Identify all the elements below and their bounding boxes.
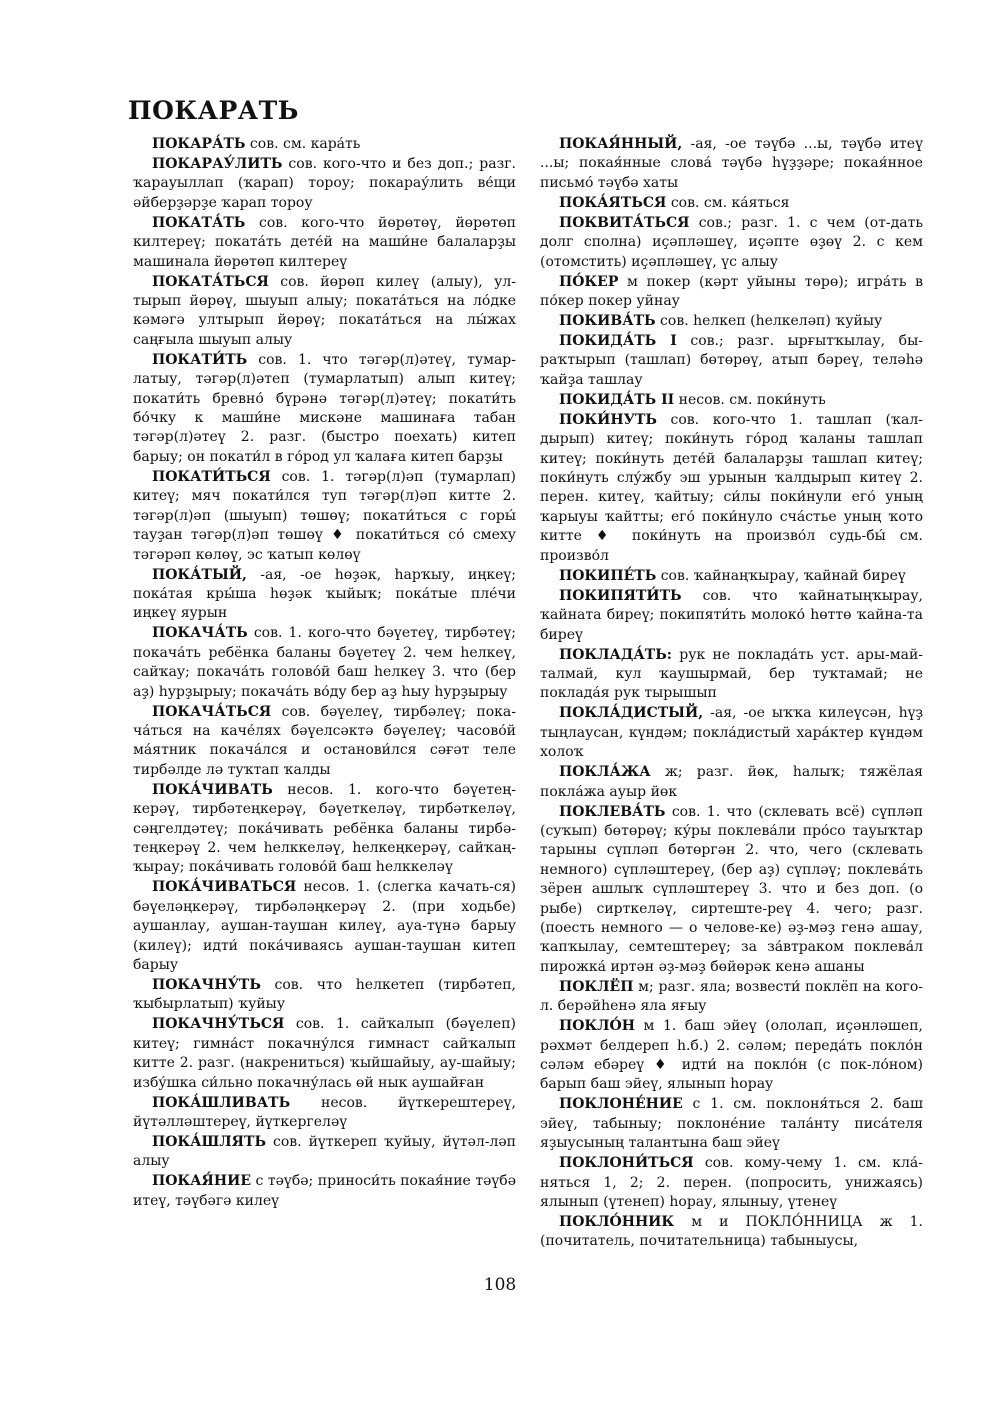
dictionary-entry — [540, 214, 923, 272]
entry-headword: ПОКАТИ́ТЬСЯ — [152, 468, 271, 485]
entry-headword: ПОКЛА́ДИСТЫЙ, — [559, 705, 704, 722]
dictionary-entry — [540, 1017, 923, 1095]
entry-headword: ПОКАТА́ТЬСЯ — [152, 273, 269, 290]
entry-text: м 1. баш эйеү (ололап, иҫәнләшеп, рәхмәт белдереп һ.б.) 2. сәләм; переда́ть покло́н сәләм ебәреү ♦ идти́ на покло́н (с пок-ло́ном) барып баш эйеү, ялынып һорау — [540, 1018, 923, 1093]
dictionary-entry — [133, 1133, 516, 1172]
dictionary-entry — [540, 332, 923, 390]
entry-text: с 1. см. поклоня́ться 2. баш эйеү, табыныу; поклоне́ние тала́нту писа́теля яҙыусының талантына баш эйеү — [540, 1096, 923, 1152]
entry-text: сов. что ҡайнатыңҡырау, ҡайната биреү; покипяти́ть молоко́ һөттө ҡайна-та биреү — [540, 587, 924, 643]
entry-text: несов. йүткерештереү, йүтәлләштереү, йүткергеләү — [133, 1094, 517, 1131]
entry-headword: ПОКЛОНИ́ТЬСЯ — [559, 1155, 694, 1172]
entry-headword: ПОКАРАУ́ЛИТЬ — [152, 156, 283, 172]
page-number: 108 — [483, 1275, 517, 1295]
dictionary-entry — [540, 194, 923, 213]
entry-text: м покер (кәрт уйыны төрө); игра́ть в по́кер покер уйнау — [540, 273, 924, 310]
dictionary-entry — [133, 878, 516, 975]
entry-headword: ПОКАЧНУ́ТЬСЯ — [152, 1016, 285, 1033]
entry-text: сов. йөрөп килеү (алыу), ул-тырып йөрөү, шыуып алыу; поката́ться на ло́дке кәмәгә ултырып йөрөү; поката́ться на лы́жах саңғыла шыуып алыу — [133, 273, 516, 348]
entry-headword: ПОКЛО́Н — [559, 1018, 635, 1035]
entry-headword: ПОКАЯ́НИЕ — [152, 1173, 252, 1190]
entry-text: сов. см. ка́яться — [670, 194, 790, 211]
entry-text: рук не поклада́ть уст. ары-май-талмай, кул ҡаушырмай, бер туҡтамай; не поклада́я рук тырышып — [540, 646, 924, 702]
dictionary-entry — [540, 763, 923, 802]
left-column — [133, 135, 516, 1212]
entry-headword: ПОКИВА́ТЬ — [559, 313, 656, 330]
entry-headword: ПОКА́ЯТЬСЯ — [559, 194, 667, 211]
dictionary-entry — [133, 1172, 516, 1211]
entry-text: -ая, -ое һөҙәк, һарҡыу, иңкеү; пока́тая кры́ша һөҙәк ҡыйыҡ; пока́тые пле́чи иңкеү яурын — [133, 566, 516, 622]
dictionary-entry — [540, 567, 923, 586]
entry-headword: ПОКИДА́ТЬ I — [559, 333, 677, 350]
entry-text: несов. 1. (слегка качать-ся) бәүеләңкерәү, тирбәләңкерәү 2. (при ходьбе) аушанлау, аушан-таушан килеү, ауа-түнә барыу (килеү); идти́ пока́чиваясь аушан-таушан китеп барыу — [133, 879, 516, 973]
entry-headword: ПОКИПЕ́ТЬ — [559, 567, 657, 584]
entry-headword: ПОКАТИ́ТЬ — [152, 351, 248, 368]
dictionary-entry — [133, 1094, 516, 1133]
entry-text: сов. кому-чему 1. см. кла́-няться 1, 2; 2. перен. (попросить, унижаясь) ялынып (үтенеп) һорау, ялыныу, үтенеү — [540, 1155, 924, 1211]
entry-text: сов. 1. тәгәр(л)әп (тумарлап) китеү; мяч покати́лся туп тәгәр(л)әп китте 2. тәгәр(л)әп (шыуып) төшөү; покати́ться с горы́ тауҙан тәгәр(л)әп төшөү ♦ покати́ться со́ смеху тәгәрәп көлөү, эс ҡатып көлөү — [133, 468, 517, 563]
entry-headword: ПОКАЧА́ТЬ — [152, 625, 248, 642]
entry-text: сов. 1. что тәгәр(л)әтеү, тумар-латыу, тәгәр(л)әтеп (тумарлатып) алып китеү; покати́ть бревно́ бүрәнә тәгәр(л)әтеү; покати́ть бо́чку к маши́не мискәне машинаға табан тәгәр(л)әтеү 2. разг. (быстро поехать) китеп барыу; он покати́л в го́род ул ҡалаға китеп барҙы — [133, 351, 516, 465]
entry-headword: ПОКИПЯТИ́ТЬ — [559, 587, 682, 604]
entry-headword: ПОКА́ЧИВАТЬСЯ — [152, 879, 297, 896]
dictionary-entry — [133, 976, 516, 1015]
entry-text: сов. һелкеп (һелкеләп) ҡуйыу — [660, 313, 883, 330]
entry-headword: ПОКА́ШЛЯТЬ — [152, 1134, 267, 1151]
dictionary-entry — [540, 803, 923, 978]
entry-headword: ПОКА́ШЛИВАТЬ — [152, 1094, 291, 1111]
entry-text: сов. кого-что йөрөтөү, йөрөтөп килтереү; поката́ть дете́й на маши́не балаларҙы машинала йөрөтөп килтереү — [133, 214, 516, 270]
dictionary-entry — [133, 273, 516, 351]
entry-headword: ПОКА́ЧИВАТЬ — [152, 781, 273, 798]
entry-text: сов. кого-что и без доп.; разг. ҡарауыллап (ҡарап) тороу; покарау́лить ве́щи әйберҙәрҙе ҡарап тороу — [133, 156, 516, 211]
dictionary-entry — [133, 468, 516, 565]
entry-text: -ая, -ое ыҡҡа килеүсән, һүҙ тыңлаусан, күндәм; покла́дистый хара́ктер күндәм холоҡ — [540, 705, 924, 761]
dictionary-entry — [133, 781, 516, 878]
entry-headword: ПОКЛЁП — [559, 978, 634, 995]
dictionary-entry — [540, 1154, 923, 1212]
entry-headword: ПОКАЧА́ТЬСЯ — [152, 703, 272, 720]
entry-headword: ПОКЛАДА́ТЬ: — [559, 646, 672, 663]
dictionary-entry — [540, 646, 923, 704]
entry-text: сов. кого-что 1. ташлап (ҡал-дырып) китеү; поки́нуть го́род ҡаланы ташлап китеү; поки́нуть дете́й балаларҙы ташлап китеү; поки́нуть слу́жбу эш урынын ҡалдырып китеү 2. перен. китеү, ҡайтыу; си́лы поки́нули его́ уның ҡарыуы ҡайтты; его́ поки́нуло сча́стье уның ҡото китте ♦ поки́нуть на произво́л судь-бы́ см. произво́л — [540, 411, 924, 564]
entry-headword: ПОКЛЕВА́ТЬ — [559, 803, 666, 820]
dictionary-entry — [540, 391, 923, 410]
dictionary-entry — [540, 704, 923, 762]
entry-text: сов. бәүелеү, тирбәлеү; пока-ча́ться на каче́лях бәүелсәктә бәүелеү; часово́й ма́ятник покача́лся и останови́лся сәғәт теле тирбәлде лә туҡтап ҡалды — [133, 703, 516, 778]
dictionary-entry — [540, 978, 923, 1017]
dictionary-entry — [540, 1095, 923, 1153]
page-header: ПОКАРАТЬ — [128, 96, 299, 125]
dictionary-entry — [133, 624, 516, 702]
entry-text: сов. 1. что (склевать всё) сүпләп (суҡып) бөтөрөү; ку́ры поклева́ли про́со тауыҡтар тарыны сүпләп бөтөргән 2. что, чего (склевать немного) сүпләштереү, (бер аҙ) сүпләү; поклева́ть зёрен ашлыҡ сүпләштереү 3. что и без доп. (о рыбе) сирткеләү, сиртеште-реү 4. чего; разг. (поесть немного — о челове-ке) әҙ-мәҙ генә ашау, ҡапҡылау, семтештереү; за за́втраком поклева́л пирожка́ иртән әҙ-мәҙ бөйөрәк кенә ашаны — [540, 803, 924, 975]
dictionary-entry — [540, 312, 923, 331]
dictionary-entry — [133, 135, 516, 154]
entry-headword: ПОКЛОНЕ́НИЕ — [559, 1096, 683, 1113]
entry-text: сов. что һелкетеп (тирбәтеп, ҡыбырлатып) ҡуйыу — [133, 977, 517, 1013]
entry-text: м и ПОКЛО́ННИЦА ж 1. (почитатель, почитательница) табыныусы, — [540, 1214, 923, 1250]
entry-text: несов. см. поки́нуть — [678, 391, 826, 408]
dictionary-entry — [133, 566, 516, 624]
entry-text: сов. ҡайнаңҡырау, ҡайнай биреү — [660, 567, 906, 584]
dictionary-entry — [540, 411, 923, 566]
dictionary-entry — [133, 351, 516, 467]
entry-headword: ПО́КЕР — [559, 273, 619, 290]
dictionary-entry — [133, 1015, 516, 1093]
entry-headword: ПОКЛО́ННИК — [559, 1214, 675, 1231]
entry-text: с тәүбә; приноси́ть покая́ние тәүбә итеү, тәүбәгә килеү — [133, 1173, 516, 1209]
dictionary-entry — [133, 155, 516, 213]
dictionary-entry — [540, 273, 923, 312]
entry-headword: ПОКВИТА́ТЬСЯ — [559, 214, 690, 231]
entry-headword: ПОКАЯ́ННЫЙ, — [559, 136, 683, 152]
entry-headword: ПОКАЧНУ́ТЬ — [152, 977, 261, 993]
dictionary-entry — [540, 135, 923, 193]
entry-text: сов.; разг. ырғытҡылау, бы-раҡтырып (ташлап) бөтөрөү, атып бәреү, теләһә ҡайҙа ташлау — [540, 333, 923, 388]
entry-headword: ПОКИДА́ТЬ II — [559, 391, 675, 408]
entry-headword: ПОКЛА́ЖА — [559, 764, 651, 781]
entry-text: сов. йүткереп ҡуйыу, йүтәл-ләп алыу — [133, 1134, 517, 1170]
entry-headword: ПОКА́ТЫЙ, — [152, 566, 247, 583]
dictionary-entry — [133, 214, 516, 272]
entry-headword: ПОКАРА́ТЬ — [152, 136, 246, 152]
entry-text: несов. 1. кого-что бәүетең-керәү, тирбәтеңкерәү, бәүеткеләү, тирбәткеләү, сәңгелдәтеү; пока́чивать ребёнка баланы тирбә-теңкерәү 2. чем һелккеләү, һелкеңкерәү, сайҡаң-ҡырау; пока́чивать голово́й баш һелккеләү — [133, 781, 516, 876]
entry-text: сов. см. кара́ть — [249, 136, 361, 152]
entry-text: сов.; разг. 1. с чем (от-дать долг сполна) иҫәпләшеү, иҫәпте өҙөү 2. с кем (отомстить) иҫәпләшеү, үс алыу — [540, 214, 923, 270]
entry-text: сов. 1. сайҡалып (бәүелеп) китеү; гимна́ст покачну́лся гимнаст сайҡалып китте 2. разг. (накрениться) ҡыйшайыу, ау-шайыу; избу́шка си́льно покачну́лась өй нык аушайған — [133, 1016, 517, 1091]
entry-headword: ПОКИ́НУТЬ — [559, 411, 657, 428]
entry-text: ж; разг. йөк, һалыҡ; тяжёлая покла́жа ауыр йөк — [540, 764, 924, 800]
right-column — [540, 135, 923, 1252]
dictionary-entry — [133, 703, 516, 781]
dictionary-entry — [540, 587, 923, 645]
entry-text: -ая, -ое тәүбә ...ы, тәүбә итеү ...ы; покая́нные слова́ тәүбә һүҙҙәре; покая́нное письмо́ тәүбә хаты — [540, 136, 923, 191]
entry-text: м; разг. яла; возвести́ поклёп на кого-л. берәйһенә яла яғыу — [540, 978, 923, 1015]
entry-text: сов. 1. кого-что бәүетеү, тирбәтеү; покача́ть ребёнка баланы бәүетеү 2. чем һелкеү, сайҡау; покача́ть голово́й баш һелкеү 3. что (бер аҙ) һурҙырыу; покача́ть во́ду бер аҙ һыу һурҙырыу — [133, 625, 516, 700]
dictionary-entry — [540, 1213, 923, 1252]
entry-headword: ПОКАТА́ТЬ — [152, 214, 246, 231]
